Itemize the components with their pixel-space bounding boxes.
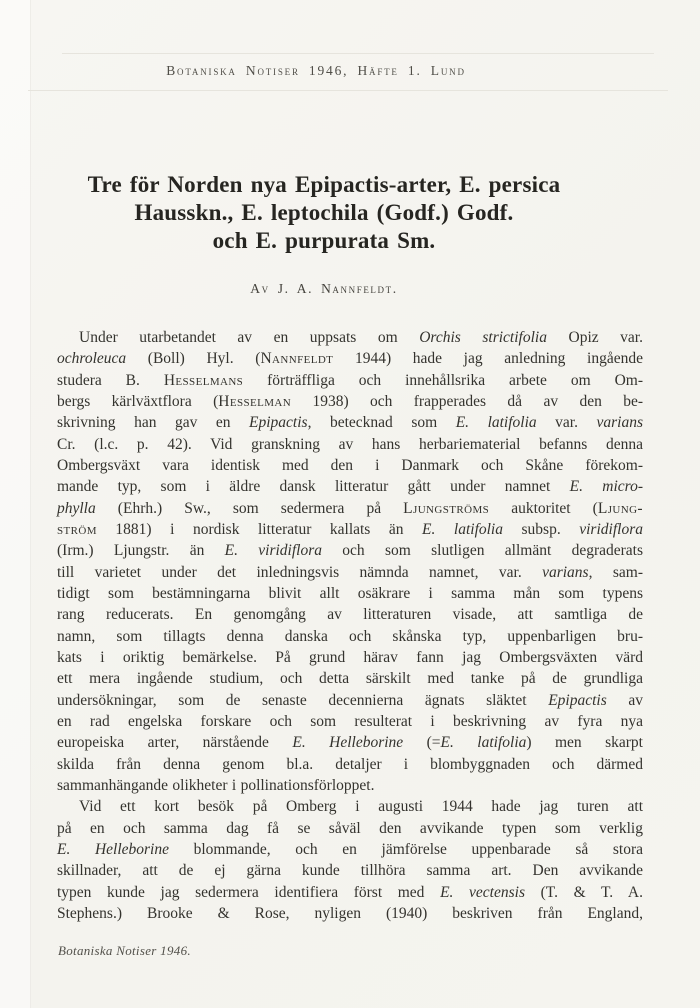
regular-text: (Boll) Hyl. (	[126, 350, 261, 368]
body-line	[57, 370, 643, 391]
regular-text: 1881) i nordisk litteratur kallats än	[96, 520, 423, 538]
regular-text: skilda från denna genom bl.a. detaljer i blombyggnaden och därmed	[57, 755, 643, 773]
title-line-2: Hausskn., E. leptochila (Godf.) Godf.	[134, 200, 514, 225]
italic-text: phylla	[57, 499, 96, 517]
regular-text: kats i oriktig bemärkelse. På grund härav fann jag Ombergsväxten värd	[57, 648, 643, 666]
smallcaps-text: Nannfeldt	[260, 350, 334, 368]
regular-text: på en och samma dag få se såväl den avvikande typen som verklig	[57, 819, 643, 837]
regular-text: rang reducerats. En genomgång av litteraturen visade, att samtliga de	[57, 606, 643, 624]
body-line	[57, 498, 643, 519]
regular-text: , sam-	[588, 563, 643, 581]
body-line	[57, 690, 643, 711]
body-line	[57, 540, 643, 561]
body-line	[57, 839, 643, 860]
title-line-1: Tre för Norden nya Epipactis-arter, E. persica	[87, 172, 561, 197]
regular-text: , betecknad som	[307, 414, 456, 432]
regular-text: var.	[536, 414, 597, 432]
regular-text: Cr. (l.c. p. 42). Vid granskning av hans herbariematerial befanns denna	[57, 435, 643, 453]
regular-text: av	[606, 691, 644, 709]
italic-text: E. latifolia	[440, 734, 527, 752]
regular-text: Ombergsväxt vara identisk med den i Danmark och Skåne förekom-	[57, 456, 643, 474]
italic-text: Epipactis	[548, 691, 607, 709]
italic-text: E. latifolia	[455, 414, 537, 432]
italic-text: E. Helleborine	[292, 734, 404, 752]
smallcaps-text: Hesselman	[218, 392, 292, 410]
header-rule-top	[62, 53, 654, 54]
italic-text: E. viridiflora	[224, 542, 323, 560]
regular-text: auktoritet (	[489, 499, 598, 517]
body-line	[57, 583, 643, 604]
body-line	[57, 754, 643, 775]
regular-text: sammanhängande olikheter i pollinationsförloppet.	[57, 776, 375, 794]
body-line	[57, 796, 643, 817]
page-edge-strip	[0, 0, 31, 1008]
body-line	[57, 391, 643, 412]
regular-text: tidigt som bestämningarna blivit allt osäkrare i samma mån som typens	[57, 584, 643, 602]
title-line-3: och E. purpurata Sm.	[212, 228, 436, 253]
regular-text: en rad engelska forskare och som resulterat i beskrivning av fyra nya	[57, 712, 643, 730]
regular-text: (Irm.) Ljungstr. än	[57, 542, 225, 560]
byline: Av J. A. Nannfeldt.	[250, 281, 398, 296]
regular-text: europeiska arter, närstående	[57, 734, 293, 752]
italic-text: viridiflora	[579, 520, 643, 538]
body-line	[57, 455, 643, 476]
regular-text: ) men skarpt	[526, 734, 643, 752]
body-line	[57, 711, 643, 732]
regular-text: och som slutligen allmänt degraderats	[322, 542, 643, 560]
italic-text: Orchis strictifolia	[419, 329, 547, 346]
body-line	[57, 348, 643, 369]
smallcaps-text: Hesselmans	[163, 371, 244, 389]
regular-text: (Ehrh.) Sw., som sedermera på	[95, 499, 404, 517]
regular-text: 1944) hade jag anledning ingående	[333, 350, 643, 368]
body-line	[57, 647, 643, 668]
regular-text: (=	[403, 734, 441, 752]
header-rule-bottom	[28, 90, 668, 91]
italic-text: E. latifolia	[422, 520, 503, 538]
article-title	[64, 171, 584, 255]
regular-text: 1938) och frapperades då av den be-	[291, 392, 643, 410]
smallcaps-text: Ljungströms	[403, 499, 490, 517]
body-line	[57, 434, 643, 455]
body-line	[57, 903, 643, 924]
regular-text: mande typ, som i äldre dansk litteratur gått under namnet	[57, 478, 570, 496]
regular-text: Stephens.) Brooke & Rose, nyligen (1940) beskriven från England,	[57, 904, 643, 922]
body-line	[57, 412, 643, 433]
regular-text: typen kunde jag sedermera identifiera först med	[57, 883, 441, 901]
smallcaps-text: Ljung-	[597, 499, 643, 517]
body-line	[57, 668, 643, 689]
regular-text: skillnader, att de ej gärna kunde tillhöra samma art. Den avvikande	[57, 862, 643, 880]
body-line	[57, 327, 643, 348]
regular-text: Vid ett kort besök på Omberg i augusti 1944 hade jag turen att	[79, 798, 643, 816]
regular-text: studera B.	[57, 371, 164, 389]
italic-text: E. micro-	[569, 478, 643, 496]
regular-text: undersökningar, som de senaste decennierna ägnats släktet	[57, 691, 549, 709]
regular-text: förträffliga och innehållsrika arbete om Om-	[243, 371, 643, 389]
regular-text: (T. & T. A.	[524, 883, 644, 901]
smallcaps-text: ström	[57, 520, 97, 538]
italic-text: varians	[542, 563, 589, 581]
body-line	[57, 775, 643, 796]
regular-text: ett mera ingående studium, och detta särskilt med tanke på de grundliga	[57, 670, 643, 688]
regular-text: till varietet under det inledningsvis nämnda namnet, var.	[57, 563, 543, 581]
regular-text: skrivning han gav en	[57, 414, 250, 432]
body-line	[57, 476, 643, 497]
regular-text: Under utarbetandet av en uppsats om	[79, 329, 420, 346]
footer-note: Botaniska Notiser 1946.	[58, 943, 191, 958]
body-line	[57, 604, 643, 625]
regular-text: Opiz var.	[546, 329, 643, 346]
italic-text: ochroleuca	[57, 350, 127, 368]
body-line	[57, 818, 643, 839]
regular-text: namn, som tillagts denna danska och skånska typ, uppenbarligen bru-	[57, 627, 643, 645]
italic-text: varians	[596, 414, 644, 432]
italic-text: Epipactis	[249, 414, 308, 432]
body-line	[57, 519, 643, 540]
regular-text: bergs kärlväxtflora (	[57, 392, 219, 410]
body-line	[57, 732, 643, 753]
body-line	[57, 860, 643, 881]
running-header: Botaniska Notiser 1946, Häfte 1. Lund	[166, 63, 466, 78]
italic-text: E. Helleborine	[57, 840, 169, 858]
regular-text: blommande, och en jämförelse uppenbarade så stora	[169, 840, 643, 858]
body-line	[57, 882, 643, 903]
italic-text: E. vectensis	[440, 883, 525, 901]
body-text	[57, 327, 643, 924]
body-line	[57, 626, 643, 647]
body-line	[57, 562, 643, 583]
regular-text: subsp.	[503, 520, 580, 538]
